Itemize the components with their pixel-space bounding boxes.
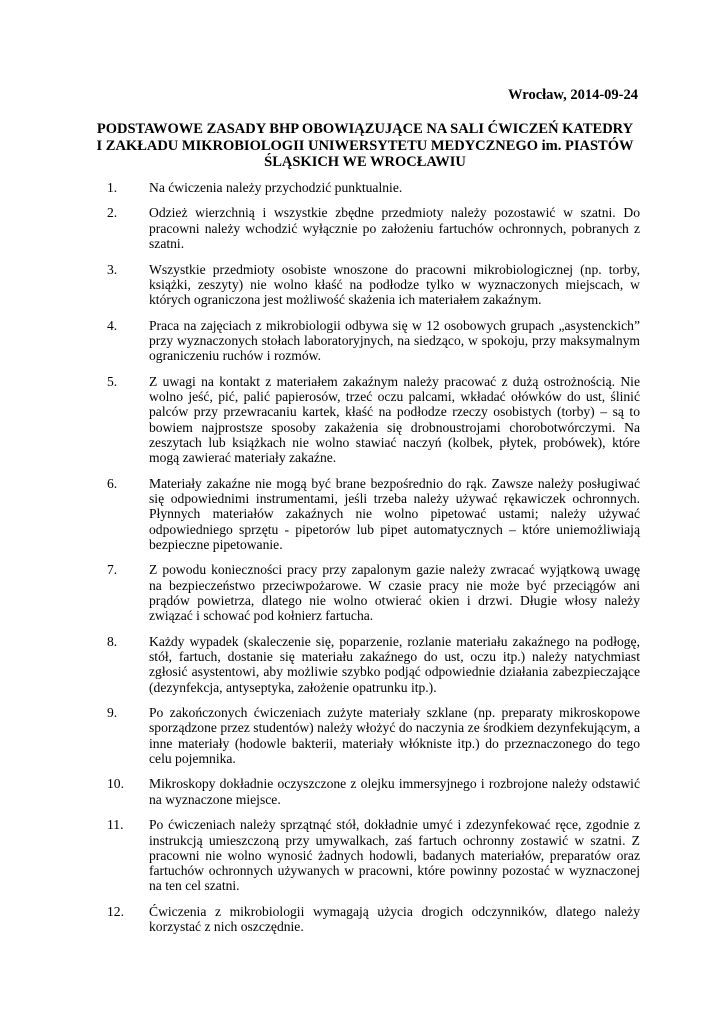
title-line: PODSTAWOWE ZASADY BHP OBOWIĄZUJĄCE NA SALI ĆWICZEŃ KATEDRY	[96, 121, 634, 137]
rule-item	[107, 562, 640, 623]
rule-number: 10.	[107, 776, 124, 792]
rule-item	[107, 476, 640, 552]
rule-item	[107, 904, 640, 935]
rule-number: 7.	[107, 562, 118, 578]
rule-text: Odzież wierzchnią i wszystkie zbędne przedmioty należy pozostawić w szatni. Do pracowni należy wchodzić wyłącznie po założeniu fartuchów ochronnych, pobranych z szatni.	[149, 205, 640, 252]
rule-item	[107, 374, 640, 466]
rule-number: 4.	[107, 317, 118, 333]
document-title	[84, 121, 646, 171]
rule-item	[107, 634, 640, 695]
rule-number: 2.	[107, 205, 118, 221]
rule-text: Mikroskopy dokładnie oczyszczone z olejku immersyjnego i rozbrojone należy odstawić na wyznaczone miejsce.	[149, 776, 640, 807]
rule-item	[107, 205, 640, 251]
rule-number: 3.	[107, 261, 118, 277]
rules-list	[107, 180, 640, 945]
rule-text: Na ćwiczenia należy przychodzić punktualnie.	[149, 180, 403, 195]
rule-number: 6.	[107, 475, 118, 491]
date-line: Wrocław, 2014-09-24	[508, 87, 638, 103]
rule-text: Materiały zakaźne nie mogą być brane bezpośrednio do rąk. Zawsze należy posługiwać się odpowiednimi instrumentami, jeśli trzeba należy używać rękawiczek ochronnych. Płynnych materiałów zakaźnych nie wolno pipetować ustami; należy używać odpowiedniego sprzętu - pipetorów lub pipet automatycznych – które uniemożliwiają bezpieczne pipetowanie.	[149, 475, 640, 552]
rule-text: Po zakończonych ćwiczeniach zużyte materiały szklane (np. preparaty mikroskopowe sporządzone przez studentów) należy włożyć do naczynia ze środkiem dezynfekującym, a inne materiały (hodowle bakterii, materiały włókniste itp.) do przeznaczonego do tego celu pojemnika.	[149, 705, 640, 766]
rule-item	[107, 817, 640, 893]
rule-text: Z uwagi na kontakt z materiałem zakaźnym należy pracować z dużą ostrożnością. Nie wolno jeść, pić, palić papierosów, trzeć oczu palcami, wkładać ołówków do ust, ślinić palców przy przewracaniu kartek, kłaść na podłodze rzeczy osobistych (torby) – są to bowiem najprostsze sposoby zakażenia się drobnoustrojami chorobotwórczymi. Na zeszytach lub książkach nie wolno stawiać naczyń (kolbek, płytek, probówek), które mogą zawierać materiały zakaźne.	[149, 373, 640, 466]
rule-item	[107, 776, 640, 807]
rule-text: Wszystkie przedmioty osobiste wnoszone do pracowni mikrobiologicznej (np. torby, książki, zeszyty) nie wolno kłaść na podłodze tylko w wyznaczonych miejscach, w których ograniczona jest możliwość skażenia ich materiałem zakaźnym.	[149, 261, 640, 308]
rule-item	[107, 180, 640, 195]
rule-text: Ćwiczenia z mikrobiologii wymagają użycia drogich odczynników, dlatego należy korzystać z nich oszczędnie.	[149, 903, 640, 935]
rule-number: 5.	[107, 373, 118, 389]
rule-number: 12.	[107, 903, 124, 919]
rule-number: 8.	[107, 633, 118, 649]
rule-number: 9.	[107, 705, 118, 721]
rule-item	[107, 318, 640, 364]
rule-item	[107, 262, 640, 308]
rule-number: 1.	[107, 180, 118, 195]
rule-number: 11.	[107, 817, 124, 833]
rule-text: Z powodu konieczności pracy przy zapalonym gazie należy zwracać wyjątkową uwagę na bezpieczeństwo przeciwpożarowe. W czasie pracy nie może być przeciągów ani prądów powietrza, dlatego nie wolno otwierać okien i drzwi. Długie włosy należy związać i schować pod kołnierz fartucha.	[149, 562, 640, 624]
rule-text: Po ćwiczeniach należy sprzątnąć stół, dokładnie umyć i zdezynfekować ręce, zgodnie z instrukcją umieszczoną przy umywalkach, zaś fartuch ochronny zostawić w szatni. Z pracowni nie wolno wynosić żadnych hodowli, badanych materiałów, preparatów oraz fartuchów ochronnych używanych w pracowni, które powinny pozostać w wyznaczonej na ten cel szatni.	[149, 817, 640, 894]
rule-item	[107, 705, 640, 766]
rule-text: Praca na zajęciach z mikrobiologii odbywa się w 12 osobowych grupach „asystenckich” przy wyznaczonych stołach laboratoryjnych, na siedząco, w spokoju, przy maksymalnym ograniczeniu ruchów i rozmów.	[149, 317, 640, 364]
rule-text: Każdy wypadek (skaleczenie się, poparzenie, rozlanie materiału zakaźnego na podłogę, stół, fartuch, dostanie się materiału zakaźnego do ust, oczu itp.) należy natychmiast zgłosić asystentowi, aby możliwie szybko podjąć odpowiednie działania zabezpieczające (dezynfekcja, antyseptyka, założenie opatrunku itp.).	[149, 633, 640, 695]
title-line: ŚLĄSKICH WE WROCŁAWIU	[264, 154, 466, 170]
title-line: I ZAKŁADU MIKROBIOLOGII UNIWERSYTETU MEDYCZNEGO im. PIASTÓW	[96, 137, 634, 154]
